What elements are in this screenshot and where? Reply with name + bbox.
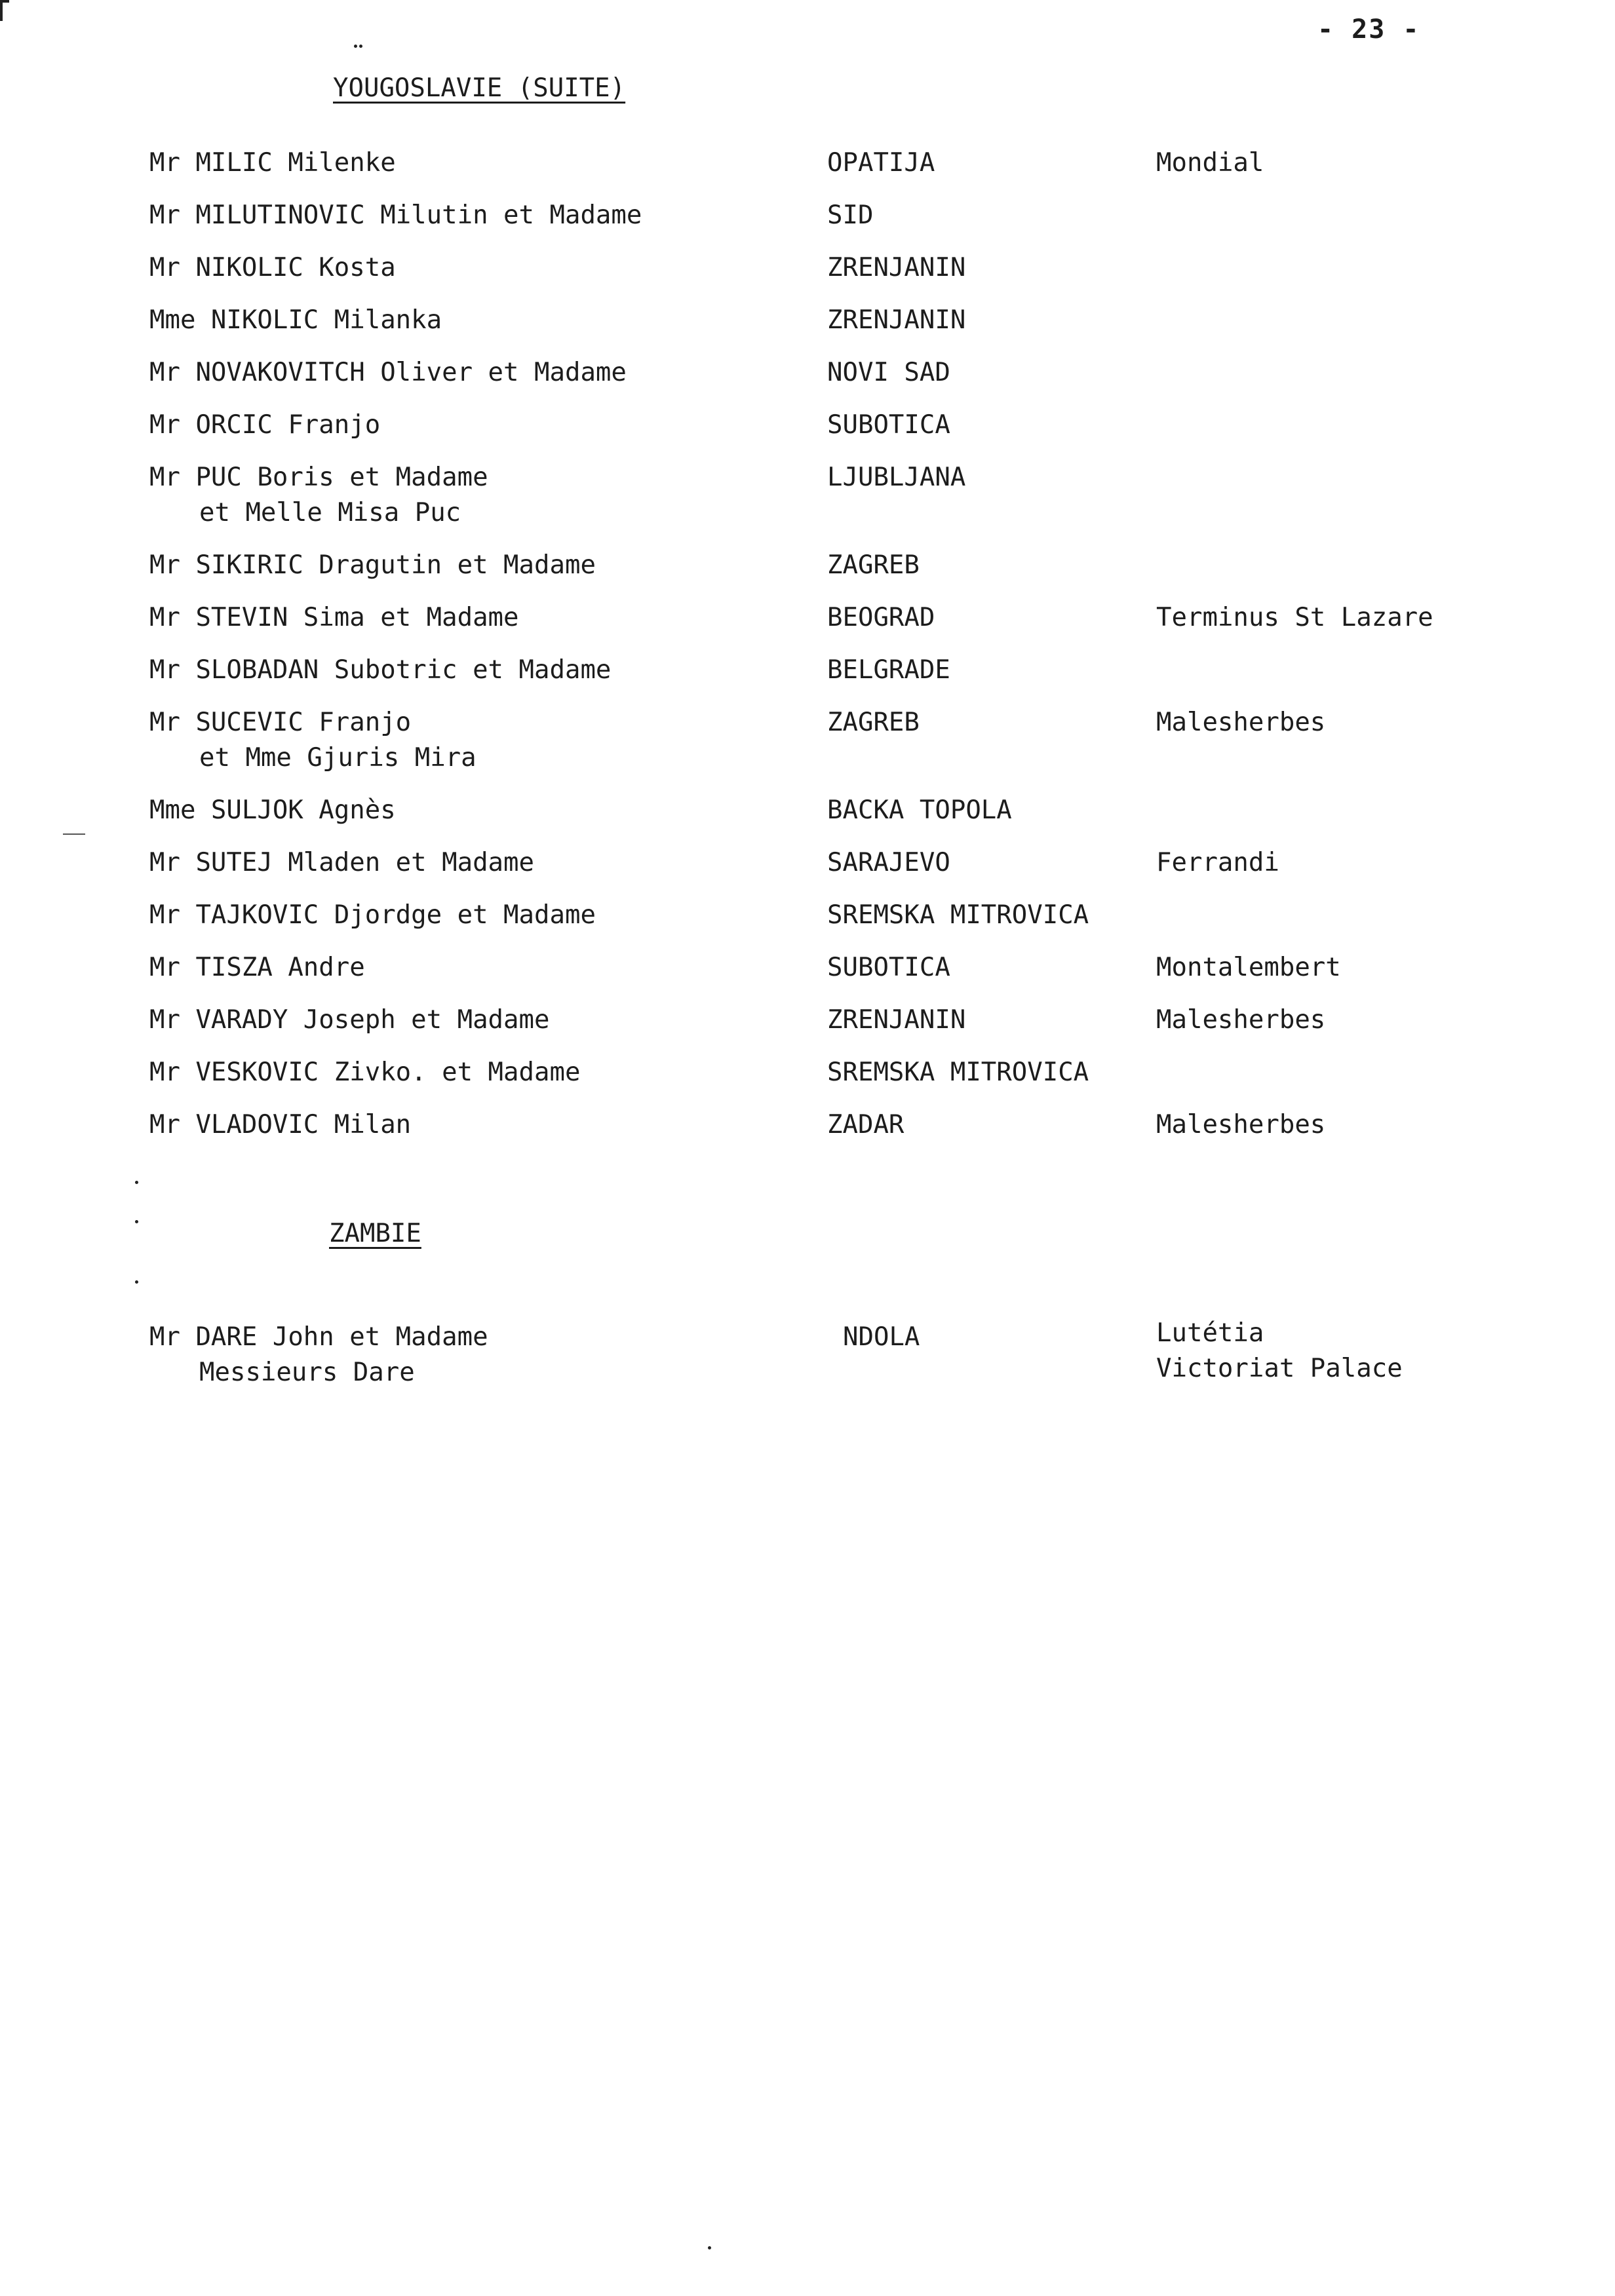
- attendee-hotel-line1: Lutétia: [1156, 1318, 1264, 1348]
- scan-speck: [135, 1181, 138, 1184]
- attendee-name: [149, 460, 488, 531]
- attendee-name: Mr NOVAKOVITCH Oliver et Madame: [149, 358, 627, 387]
- attendee-hotel: Malesherbes: [1156, 1110, 1326, 1139]
- attendee-hotel: Malesherbes: [1156, 1005, 1326, 1035]
- attendee-name: Mme SULJOK Agnès: [149, 795, 396, 825]
- attendee-name: Mme NIKOLIC Milanka: [149, 305, 442, 335]
- attendee-name: Mr TISZA Andre: [149, 953, 365, 982]
- attendee-name-line2: Messieurs Dare: [199, 1358, 415, 1387]
- attendee-city: BEOGRAD: [827, 603, 935, 632]
- attendee-hotel: Montalembert: [1156, 953, 1341, 982]
- attendee-city: SID: [827, 201, 874, 230]
- attendee-name-line1: Mr PUC Boris et Madame: [149, 463, 488, 492]
- attendee-city: SREMSKA MITROVICA: [827, 900, 1089, 930]
- attendee-city: SUBOTICA: [827, 953, 950, 982]
- attendee-hotel: Ferrandi: [1156, 848, 1279, 877]
- attendee-name: [149, 1320, 488, 1390]
- attendee-hotel: Terminus St Lazare: [1156, 603, 1433, 632]
- attendee-name: Mr NIKOLIC Kosta: [149, 253, 396, 282]
- attendee-name-line2: et Melle Misa Puc: [199, 498, 461, 527]
- attendee-city: ZAGREB: [827, 550, 920, 580]
- attendee-city: SARAJEVO: [827, 848, 950, 877]
- attendee-name: Mr VLADOVIC Milan: [149, 1110, 412, 1139]
- attendee-name: [149, 705, 477, 776]
- attendee-name: Mr ORCIC Franjo: [149, 410, 381, 440]
- attendee-hotel-line2: Victoriat Palace: [1156, 1354, 1403, 1383]
- attendee-name: Mr VESKOVIC Zivko. et Madame: [149, 1058, 581, 1087]
- scan-speck: [135, 1220, 138, 1223]
- scan-speck: [135, 1280, 138, 1284]
- attendee-name: Mr MILUTINOVIC Milutin et Madame: [149, 201, 642, 230]
- attendee-name-line1: Mr DARE John et Madame: [149, 1322, 488, 1352]
- attendee-hotel: Mondial: [1156, 148, 1264, 178]
- attendee-hotel: [1156, 1316, 1403, 1387]
- scan-corner-mark: [0, 0, 9, 21]
- attendee-city: SREMSKA MITROVICA: [827, 1058, 1089, 1087]
- section-heading-yougoslavie: YOUGOSLAVIE (SUITE): [333, 73, 626, 103]
- attendee-city: BELGRADE: [827, 655, 950, 685]
- attendee-city: NOVI SAD: [827, 358, 950, 387]
- attendee-city: ZADAR: [827, 1110, 905, 1139]
- attendee-city: NDOLA: [843, 1322, 920, 1352]
- section-heading-zambie: ZAMBIE: [329, 1219, 421, 1248]
- attendee-name-line1: Mr SUCEVIC Franjo: [149, 708, 412, 737]
- scan-speck: [359, 45, 362, 48]
- attendee-city: OPATIJA: [827, 148, 935, 178]
- attendee-city: ZRENJANIN: [827, 305, 966, 335]
- attendee-name: Mr SLOBADAN Subotric et Madame: [149, 655, 612, 685]
- attendee-name-line2: et Mme Gjuris Mira: [199, 743, 477, 773]
- attendee-name: Mr STEVIN Sima et Madame: [149, 603, 519, 632]
- attendee-city: LJUBLJANA: [827, 463, 966, 492]
- attendee-name: Mr SUTEJ Mladen et Madame: [149, 848, 534, 877]
- attendee-city: ZRENJANIN: [827, 1005, 966, 1035]
- page-number: - 23 -: [1317, 14, 1420, 45]
- attendee-city: ZRENJANIN: [827, 253, 966, 282]
- attendee-city: BACKA TOPOLA: [827, 795, 1012, 825]
- attendee-city: ZAGREB: [827, 708, 920, 737]
- scan-speck: [354, 45, 357, 48]
- attendee-name: Mr TAJKOVIC Djordge et Madame: [149, 900, 596, 930]
- scan-speck: [708, 2246, 711, 2249]
- margin-dash: [63, 833, 85, 835]
- attendee-hotel: Malesherbes: [1156, 708, 1326, 737]
- attendee-name: Mr VARADY Joseph et Madame: [149, 1005, 550, 1035]
- attendee-name: Mr SIKIRIC Dragutin et Madame: [149, 550, 596, 580]
- attendee-name: Mr MILIC Milenke: [149, 148, 396, 178]
- attendee-city: SUBOTICA: [827, 410, 950, 440]
